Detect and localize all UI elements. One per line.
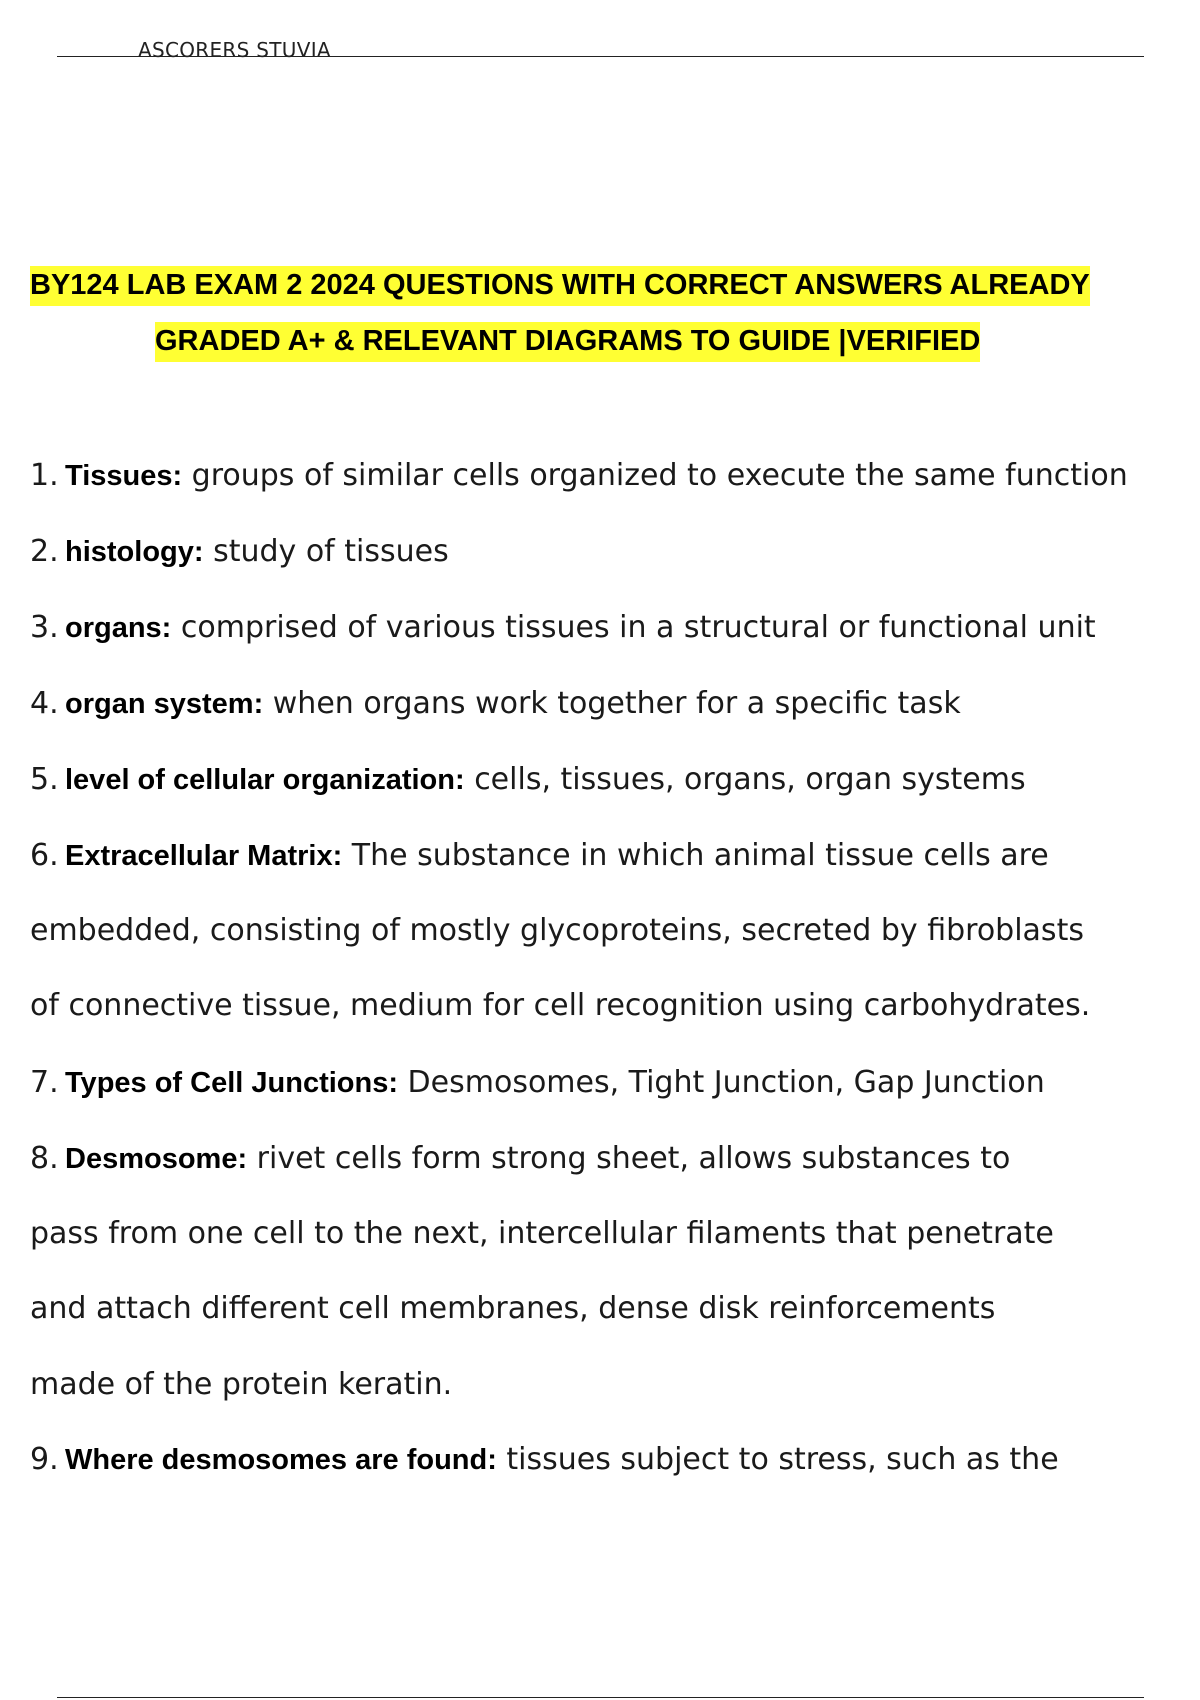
header-text: ASCORERS STUVIA bbox=[138, 38, 331, 62]
title-line-1-text: BY124 LAB EXAM 2 2024 QUESTIONS WITH CORRECT ANSWERS ALREADY bbox=[30, 266, 1090, 306]
item-term: organs: bbox=[65, 612, 172, 644]
list-item-6 bbox=[30, 838, 1049, 873]
item-term: level of cellular organization: bbox=[65, 764, 465, 796]
list-item-3 bbox=[30, 610, 1096, 645]
list-item-8-continuation: made of the protein keratin. bbox=[30, 1367, 453, 1402]
item-term: Extracellular Matrix: bbox=[65, 840, 343, 872]
footer-rule bbox=[57, 1697, 1144, 1698]
item-definition: cells, tissues, organs, organ systems bbox=[464, 762, 1026, 797]
list-item-9 bbox=[30, 1442, 1059, 1477]
title-line-1 bbox=[30, 269, 1090, 302]
item-definition: Desmosomes, Tight Junction, Gap Junction bbox=[398, 1065, 1045, 1100]
item-definition: groups of similar cells organized to execute the same function bbox=[182, 458, 1128, 493]
list-item-7 bbox=[30, 1065, 1045, 1100]
list-item-2 bbox=[30, 534, 449, 569]
item-number: 6. bbox=[30, 838, 59, 873]
title-line-2-text: GRADED A+ & RELEVANT DIAGRAMS TO GUIDE |VERIFIED bbox=[155, 322, 980, 362]
item-number: 5. bbox=[30, 762, 59, 797]
list-item-1 bbox=[30, 458, 1128, 493]
list-item-6-continuation: of connective tissue, medium for cell recognition using carbohydrates. bbox=[30, 988, 1091, 1023]
item-number: 8. bbox=[30, 1141, 59, 1176]
list-item-6-continuation: embedded, consisting of mostly glycoproteins, secreted by fibroblasts bbox=[30, 913, 1084, 948]
item-term: Desmosome: bbox=[65, 1143, 248, 1175]
item-term: Tissues: bbox=[65, 460, 183, 492]
item-term: Types of Cell Junctions: bbox=[65, 1067, 399, 1099]
header-rule bbox=[57, 56, 1144, 57]
item-definition: study of tissues bbox=[203, 534, 449, 569]
list-item-8-continuation: and attach different cell membranes, dense disk reinforcements bbox=[30, 1291, 996, 1326]
item-number: 2. bbox=[30, 534, 59, 569]
list-item-5 bbox=[30, 762, 1026, 797]
item-number: 1. bbox=[30, 458, 59, 493]
list-item-8-continuation: pass from one cell to the next, intercellular filaments that penetrate bbox=[30, 1216, 1054, 1251]
item-term: Where desmosomes are found: bbox=[65, 1444, 497, 1476]
item-definition: when organs work together for a specific task bbox=[263, 686, 961, 721]
item-definition: comprised of various tissues in a structural or functional unit bbox=[171, 610, 1096, 645]
item-definition: tissues subject to stress, such as the bbox=[496, 1442, 1059, 1477]
item-definition: The substance in which animal tissue cells are bbox=[342, 838, 1049, 873]
list-item-8 bbox=[30, 1141, 1010, 1176]
title-line-2 bbox=[155, 325, 980, 358]
item-number: 7. bbox=[30, 1065, 59, 1100]
item-number: 9. bbox=[30, 1442, 59, 1477]
item-number: 3. bbox=[30, 610, 59, 645]
item-number: 4. bbox=[30, 686, 59, 721]
item-definition: rivet cells form strong sheet, allows substances to bbox=[247, 1141, 1011, 1176]
list-item-4 bbox=[30, 686, 961, 721]
item-term: histology: bbox=[65, 536, 204, 568]
item-term: organ system: bbox=[65, 688, 264, 720]
